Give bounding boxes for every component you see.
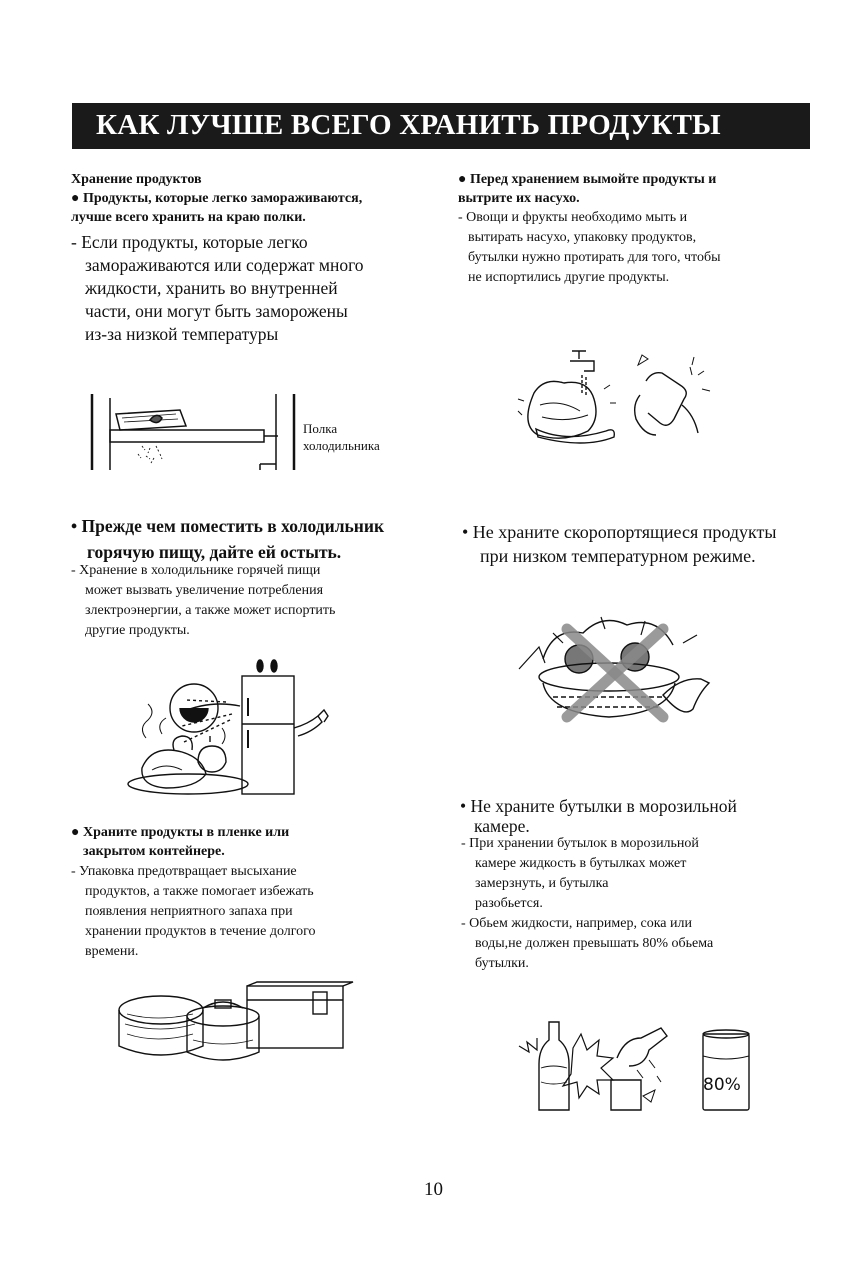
bullet-line: камере. bbox=[474, 816, 530, 836]
section-heading: Хранение продуктов bbox=[71, 172, 202, 187]
body-line: - Овощи и фрукты необходимо мыть и bbox=[458, 210, 688, 225]
hot-food-body bbox=[71, 561, 335, 641]
body-line: воды,не должен превышать 80% обьема bbox=[475, 936, 714, 951]
bottles-body bbox=[461, 834, 713, 974]
wrap-food-body bbox=[71, 862, 316, 962]
body-line: - Обьем жидкости, например, сока или bbox=[461, 916, 692, 931]
body-line: времени. bbox=[85, 944, 139, 959]
page-title: КАК ЛУЧШЕ ВСЕГО ХРАНИТЬ ПРОДУКТЫ bbox=[96, 109, 721, 141]
body-line: другие продукты. bbox=[85, 623, 190, 638]
body-line: злектроэнергии, а также может испортить bbox=[85, 603, 336, 618]
crossed-basket-illustration bbox=[513, 613, 713, 725]
body-line: продуктов, а также помогает избежать bbox=[85, 884, 314, 899]
shelf-label bbox=[303, 420, 380, 454]
title-banner bbox=[72, 103, 810, 149]
bullet-line: • Не храните скоропортящиеся продукты bbox=[462, 522, 777, 542]
body-line: - При хранении бутылок в морозильной bbox=[461, 836, 699, 851]
body-line: - Хранение в холодильнике горячей пищи bbox=[71, 563, 321, 578]
bullet-line: горячую пищу, дайте ей остыть. bbox=[87, 542, 342, 562]
fridge-shelf-illustration bbox=[90, 392, 300, 472]
body-line: хранении продуктов в течение долгого bbox=[85, 924, 316, 939]
body-line: бутылки. bbox=[475, 956, 529, 971]
broken-bottles-illustration bbox=[517, 1018, 761, 1114]
bullet-line: закрытом контейнере. bbox=[83, 844, 225, 859]
body-line: разобьется. bbox=[475, 896, 543, 911]
section-perishable bbox=[462, 520, 776, 568]
body-line: камере жидкость в бутылках может bbox=[475, 856, 687, 871]
body-line: бутылки нужно протирать для того, чтобы bbox=[468, 250, 721, 265]
jar-percent-label: 80% bbox=[703, 1075, 741, 1095]
shelf-label-line: холодильника bbox=[303, 438, 380, 453]
hot-food-fridge-illustration bbox=[122, 658, 352, 800]
wash-food-body bbox=[458, 208, 721, 288]
section-wash-food bbox=[458, 170, 716, 208]
freezable-foods-body bbox=[71, 231, 364, 346]
body-line: - Упаковка предотвращает высыхание bbox=[71, 864, 297, 879]
washing-food-illustration bbox=[514, 345, 716, 445]
body-line: не испортились другие продукты. bbox=[468, 270, 670, 285]
section-hot-food bbox=[71, 513, 384, 565]
shelf-label-line: Полка bbox=[303, 421, 338, 436]
food-containers-illustration bbox=[117, 980, 347, 1066]
bullet-line: • Прежде чем поместить в холодильник bbox=[71, 516, 385, 536]
body-line: части, они могут быть заморожены bbox=[85, 301, 348, 321]
section-wrap-food bbox=[71, 823, 289, 861]
body-line: - Если продукты, которые легко bbox=[71, 232, 308, 252]
body-line: замерзнуть, и бутылка bbox=[475, 876, 609, 891]
body-line: может вызвать увеличение потребления bbox=[85, 583, 324, 598]
body-line: замораживаются или содержат много bbox=[85, 255, 364, 275]
bullet-line: ● Храните продукты в пленке или bbox=[71, 825, 290, 840]
page-number: 10 bbox=[424, 1179, 443, 1200]
bullet-line: • Не храните бутылки в морозильной bbox=[460, 796, 737, 816]
body-line: жидкости, хранить во внутренней bbox=[85, 278, 338, 298]
body-line: вытирать насухо, упаковку продуктов, bbox=[468, 230, 697, 245]
body-line: появления неприятного запаха при bbox=[85, 904, 293, 919]
bullet-line: вытрите их насухо. bbox=[458, 191, 580, 206]
bullet-line: при низком температурном режиме. bbox=[480, 546, 756, 566]
bullet-line: ● Перед хранением вымойте продукты и bbox=[458, 172, 717, 187]
section-bottles bbox=[460, 796, 737, 836]
body-line: из-за низкой температуры bbox=[85, 324, 279, 344]
section-freezable-foods bbox=[71, 170, 362, 227]
bullet-line: ● Продукты, которые легко замораживаются, bbox=[71, 191, 363, 206]
bullet-line: лучше всего хранить на краю полки. bbox=[71, 210, 306, 225]
